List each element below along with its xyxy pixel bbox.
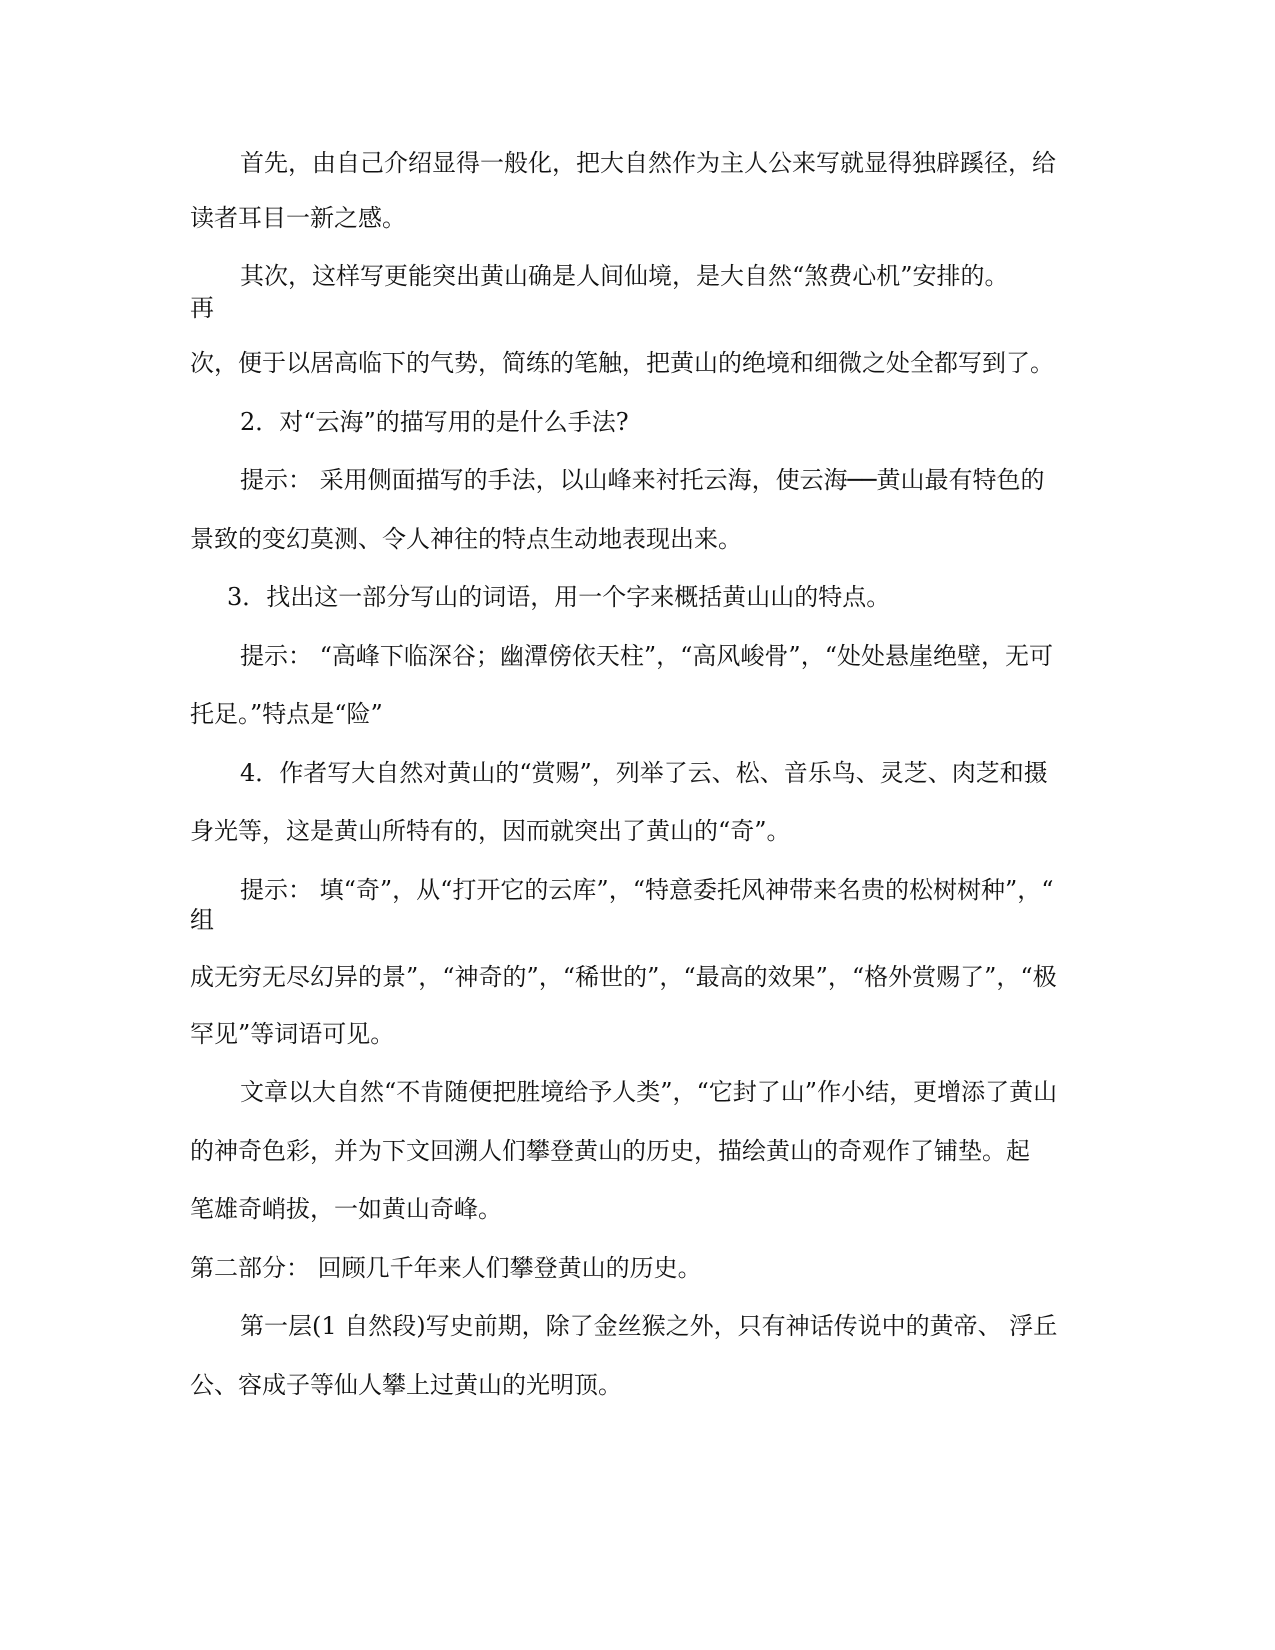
- hint-line: 提示： 填“奇”，从“打开它的云库”，“特意委托风神带来名贵的松树树种”，“: [240, 876, 1054, 904]
- paragraph-line: 身光等，这是黄山所特有的，因而就突出了黄山的“奇”。: [190, 817, 791, 845]
- paragraph-line: 文章以大自然“不肯随便把胜境给予人类”，“它封了山”作小结，更增添了黄山: [240, 1078, 1058, 1106]
- paragraph-line: 笔雄奇峭拔，一如黄山奇峰。: [190, 1195, 502, 1223]
- question-3: 3．找出这一部分写山的词语，用一个字来概括黄山山的特点。: [227, 583, 891, 611]
- hint-line: 提示： 采用侧面描写的手法，以山峰来衬托云海，使云海──黄山最有特色的: [240, 466, 1045, 494]
- paragraph-line: 第一层(1 自然段)写史前期，除了金丝猴之外，只有神话传说中的黄帝、 浮丘: [240, 1312, 1058, 1340]
- hint-line: 提示： “高峰下临深谷；幽潭傍依天柱”，“高风峻骨”，“处处悬崖绝壁，无可: [240, 642, 1053, 670]
- paragraph-line: 的神奇色彩，并为下文回溯人们攀登黄山的历史，描绘黄山的奇观作了铺垫。起: [190, 1137, 1030, 1165]
- question-4: 4．作者写大自然对黄山的“赏赐”，列举了云、松、音乐鸟、灵芝、肉芝和摄: [240, 759, 1048, 787]
- paragraph-line: 其次，这样写更能突出黄山确是人间仙境，是大自然“煞费心机”安排的。: [240, 262, 1009, 290]
- paragraph-line: 次，便于以居高临下的气势，简练的笔触，把黄山的绝境和细微之处全都写到了。: [190, 349, 1054, 377]
- paragraph-line: 再: [190, 294, 214, 322]
- question-2: 2．对“云海”的描写用的是什么手法?: [240, 408, 629, 436]
- paragraph-line: 托足。”特点是“险”: [190, 700, 383, 728]
- section-heading: 第二部分： 回顾几千年来人们攀登黄山的历史。: [190, 1254, 702, 1282]
- paragraph-line: 罕见”等词语可见。: [190, 1020, 395, 1048]
- paragraph-line: 首先，由自己介绍显得一般化，把大自然作为主人公来写就显得独辟蹊径，给: [240, 149, 1056, 177]
- paragraph-line: 成无穷无尽幻异的景”，“神奇的”，“稀世的”，“最高的效果”，“格外赏赐了”，“极: [190, 963, 1057, 991]
- paragraph-line: 公、容成子等仙人攀上过黄山的光明顶。: [190, 1371, 622, 1399]
- paragraph-line: 景致的变幻莫测、令人神往的特点生动地表现出来。: [190, 525, 742, 553]
- paragraph-line: 组: [190, 906, 214, 934]
- paragraph-line: 读者耳目一新之感。: [190, 204, 406, 232]
